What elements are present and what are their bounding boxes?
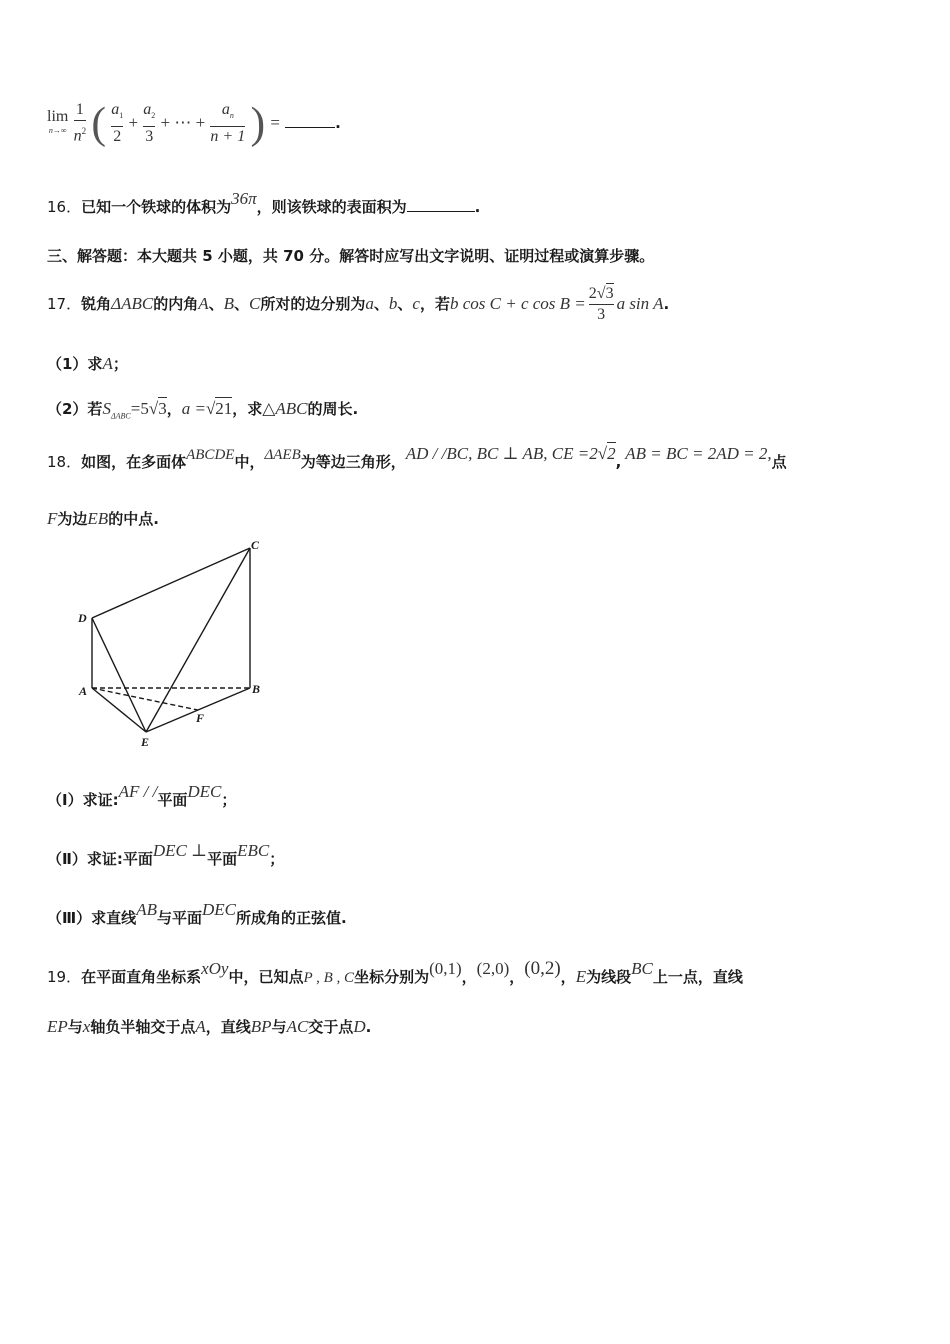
q18-part-1: （Ⅰ）求证:AF / /平面DEC； [47, 782, 237, 809]
polyhedron-figure [74, 536, 274, 751]
label-E: E [141, 735, 150, 749]
q19-number: 19． [47, 968, 82, 986]
term-a1: $\frac{a_1}{2}$ [111, 101, 124, 146]
label-C: C [251, 538, 260, 552]
q15-limit-line: lim n→∞ $\frac{1}{n^2}$ ( $\frac{a_1}{2}$ + $\frac{a_2}{3}$ + ⋯ + $\frac{a_n}{n + 1}$ ) = . [47, 98, 341, 148]
q17-equation-lhs: b cos C + c cos B = [449, 294, 586, 313]
q18-line-2: F为边EB的中点. [47, 509, 159, 528]
term-a2: $\frac{a_2}{3}$ [143, 101, 156, 146]
q16-text-pre: 已知一个铁球的体积为 [81, 198, 232, 216]
edge-CE [146, 548, 250, 732]
coord-P: (0,1) [429, 959, 462, 978]
q17-equation-rhs: a sin A [616, 294, 664, 313]
term-an: $\frac{a_n}{n + 1}$ [210, 101, 246, 146]
question-19: 19．在平面直角坐标系xOy中，已知点P , B , C坐标分别为(0,1)，(2,0)，(0,2)，E为线段BC上一点，直线 [47, 958, 743, 986]
q17-number: 17． [47, 295, 82, 313]
lim-text: lim [47, 107, 69, 125]
q17-triangle: ΔABC [111, 294, 154, 313]
q18-number: 18． [47, 453, 82, 471]
edge-AE [92, 688, 146, 732]
edge-DE [92, 618, 146, 732]
q17-part-2: （2）若$S_{\Delta ABC}=5√3$，a =√21，求△ABC的周长. [47, 399, 359, 421]
label-A: A [79, 684, 88, 698]
ellipsis-plus: + ⋯ + [160, 113, 206, 133]
label-F: F [196, 711, 205, 725]
lim-subscript: n→∞ [48, 125, 67, 135]
q18-conditions-2: AB = BC = 2AD = 2, [625, 444, 772, 463]
q17-part-1: （1）求A； [47, 354, 128, 373]
question-16: 16．已知一个铁球的体积为36π，则该铁球的表面积为 . [47, 189, 481, 216]
right-paren: ) [250, 98, 266, 148]
edge-DC [92, 548, 250, 618]
coord-C: (0,2) [524, 958, 561, 979]
q18-part-3: （Ⅲ）求直线AB与平面DEC所成角的正弦值. [47, 900, 347, 927]
question-18: 18．如图，在多面体ABCDE中，ΔAEB为等边三角形，AD / /BC, BC ⊥ AB, CE =2√2, AB = BC = 2AD = 2,点 [47, 444, 787, 471]
section-3-heading: 三、解答题：本大题共 5 小题，共 70 分。解答时应写出文字说明、证明过程或演算步骤。 [47, 247, 655, 265]
question-17: 17．锐角ΔABC的内角A、B、C所对的边分别为a、b、c，若b cos C + c cos B = $\frac{2√3}{3}$ a sin A. [47, 285, 670, 323]
one-over-n2: $\frac{1}{n^2}$ [73, 101, 87, 145]
area-symbol: $S_{\Delta ABC}$ [102, 399, 131, 421]
coord-B: (2,0) [476, 959, 510, 978]
answer-blank-16[interactable] [407, 211, 475, 212]
answer-blank-15[interactable] [285, 127, 335, 128]
q18-part-2: （Ⅱ）求证:平面DEC ⊥平面EBC； [47, 841, 285, 868]
q19-line-2: EP与x轴负半轴交于点A，直线BP与AC交于点D. [47, 1017, 372, 1036]
q16-text-post: ，则该铁球的表面积为 [256, 198, 407, 216]
q16-number: 16． [47, 198, 82, 216]
edge-AF-hidden [92, 688, 198, 710]
left-paren: ( [91, 98, 106, 148]
equals-sign: = [270, 113, 280, 133]
label-D: D [78, 611, 87, 625]
q16-volume: 36π [231, 189, 257, 208]
label-B: B [252, 682, 261, 696]
q17-fraction: $\frac{2√3}{3}$ [588, 285, 614, 323]
q18-conditions-1: AD / /BC, BC ⊥ AB, CE =2√2 [405, 444, 616, 463]
